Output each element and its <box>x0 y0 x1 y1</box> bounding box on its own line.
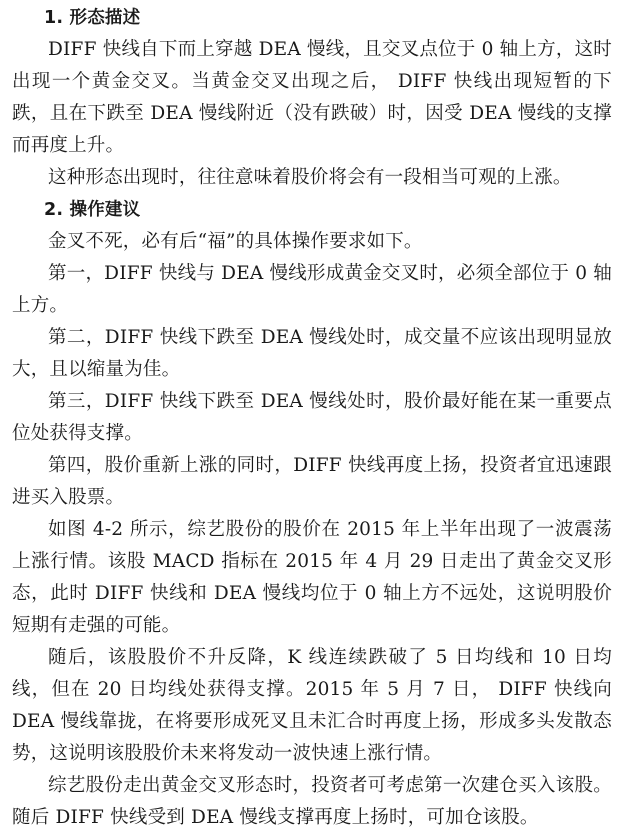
paragraph: 第四，股价重新上涨的同时，DIFF 快线再度上扬，投资者宜迅速跟进买入股票。 <box>12 455 612 508</box>
section-heading-operation-advice: 2. 操作建议 <box>44 200 141 220</box>
paragraph: 综艺股份走出黄金交叉形态时，投资者可考虑第一次建仓买入该股。随后 DIFF 快线受到 DEA 慢线支撑再度上扬时，可加仓该股。 <box>12 775 612 828</box>
paragraph: DIFF 快线自下而上穿越 DEA 慢线，且交叉点位于 0 轴上方，这时出现一个黄金交叉。当黄金交叉出现之后， DIFF 快线出现短暂的下跌，且在下跌至 DEA 慢线附近（没有跌破）时，因受 DEA 慢线的支撑而再度上升。 <box>12 39 612 156</box>
paragraph: 这种形态出现时，往往意味着股价将会有一段相当可观的上涨。 <box>48 167 572 188</box>
paragraph: 如图 4-2 所示，综艺股份的股价在 2015 年上半年出现了一波震荡上涨行情。该股 MACD 指标在 2015 年 4 月 29 日走出了黄金交叉形态，此时 DIFF 快线和 DEA 慢线均位于 0 轴上方不远处，这说明股价短期有走强的可能。 <box>12 519 612 636</box>
paragraph: 随后，该股股价不升反降，K 线连续跌破了 5 日均线和 10 日均线，但在 20 日均线处获得支撑。2015 年 5 月 7 日， DIFF 快线向 DEA 慢线靠拢，在将要形成死叉且未汇合时再度上扬，形成多头发散态势，这说明该股股价未来将发动一波快速上涨行情。 <box>12 647 612 764</box>
paragraph: 第一，DIFF 快线与 DEA 慢线形成黄金交叉时，必须全部位于 0 轴上方。 <box>12 263 612 316</box>
paragraph: 第三，DIFF 快线下跌至 DEA 慢线处时，股价最好能在某一重要点位处获得支撑。 <box>12 391 612 444</box>
paragraph: 金叉不死，必有后“福”的具体操作要求如下。 <box>48 231 423 252</box>
section-heading-pattern-description: 1. 形态描述 <box>44 8 141 28</box>
paragraph: 第二，DIFF 快线下跌至 DEA 慢线处时，成交量不应该出现明显放大，且以缩量为佳。 <box>12 327 612 380</box>
